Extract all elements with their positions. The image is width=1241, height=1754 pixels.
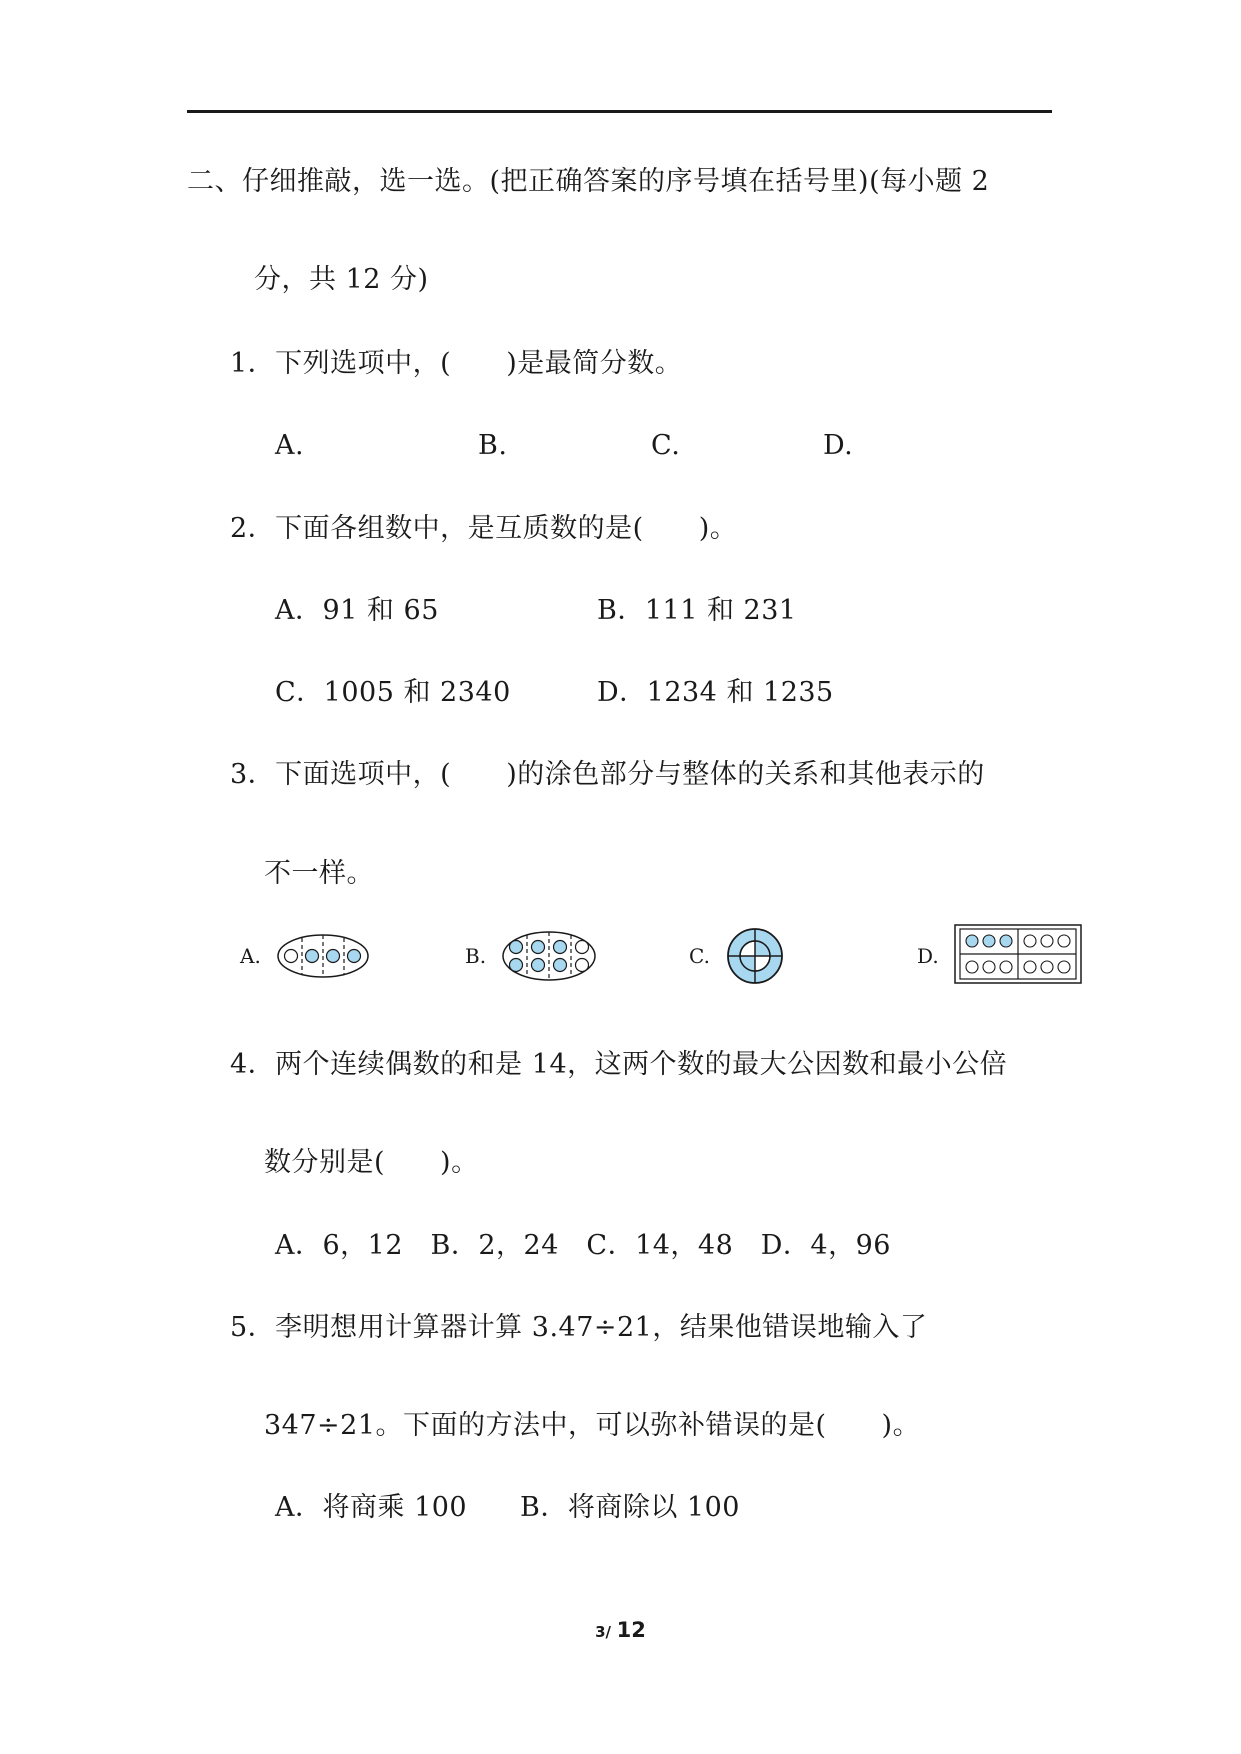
q1-option-a: A.	[275, 430, 305, 461]
q1-option-c: C.	[651, 430, 681, 461]
q2-option-b: B．111 和 231	[597, 595, 797, 626]
q4-options: A．6，12 B．2，24 C．14，48 D．4，96	[275, 1230, 891, 1261]
q3-option-c-label: C.	[689, 944, 710, 968]
question-4-stem-line2: 数分别是( )。	[264, 1147, 479, 1178]
q1-option-d: D.	[823, 430, 854, 461]
header-rule	[187, 110, 1052, 113]
q3-figure-d-grid	[954, 924, 1082, 984]
question-1-stem: 1．下列选项中，( )是最简分数。	[230, 348, 683, 379]
q1-option-b: B.	[478, 430, 508, 461]
q2-option-c: C．1005 和 2340	[275, 677, 511, 708]
q2-option-a: A．91 和 65	[275, 595, 439, 626]
question-3-stem-line1: 3．下面选项中，( )的涂色部分与整体的关系和其他表示的	[230, 759, 985, 790]
section-heading-line1: 二、仔细推敲，选一选。(把正确答案的序号填在括号里)(每小题 2	[187, 166, 990, 197]
page-number	[0, 1618, 1241, 1642]
q3-figure-b-oval	[500, 929, 598, 983]
q2-option-d: D．1234 和 1235	[597, 677, 834, 708]
question-2-stem: 2．下面各组数中，是互质数的是( )。	[230, 513, 738, 544]
q3-option-b-label: B.	[465, 944, 487, 968]
q3-figure-c-circle	[725, 926, 785, 986]
q3-option-a-label: A.	[240, 944, 261, 968]
q5-option-a: A．将商乘 100	[275, 1492, 468, 1523]
question-5-stem-line2: 347÷21。下面的方法中，可以弥补错误的是( )。	[264, 1410, 921, 1441]
question-4-stem-line1: 4．两个连续偶数的和是 14，这两个数的最大公因数和最小公倍	[230, 1049, 1008, 1080]
page-total: 12	[616, 1618, 646, 1642]
question-3-stem-line2: 不一样。	[264, 858, 374, 889]
q3-option-d-label: D.	[917, 944, 939, 968]
question-5-stem-line1: 5．李明想用计算器计算 3.47÷21，结果他错误地输入了	[230, 1312, 928, 1343]
page-current: 3/	[595, 1623, 612, 1641]
q5-option-b: B．将商除以 100	[520, 1492, 740, 1523]
section-heading-line2: 分，共 12 分)	[254, 264, 429, 295]
q3-figure-a-oval	[275, 931, 371, 981]
